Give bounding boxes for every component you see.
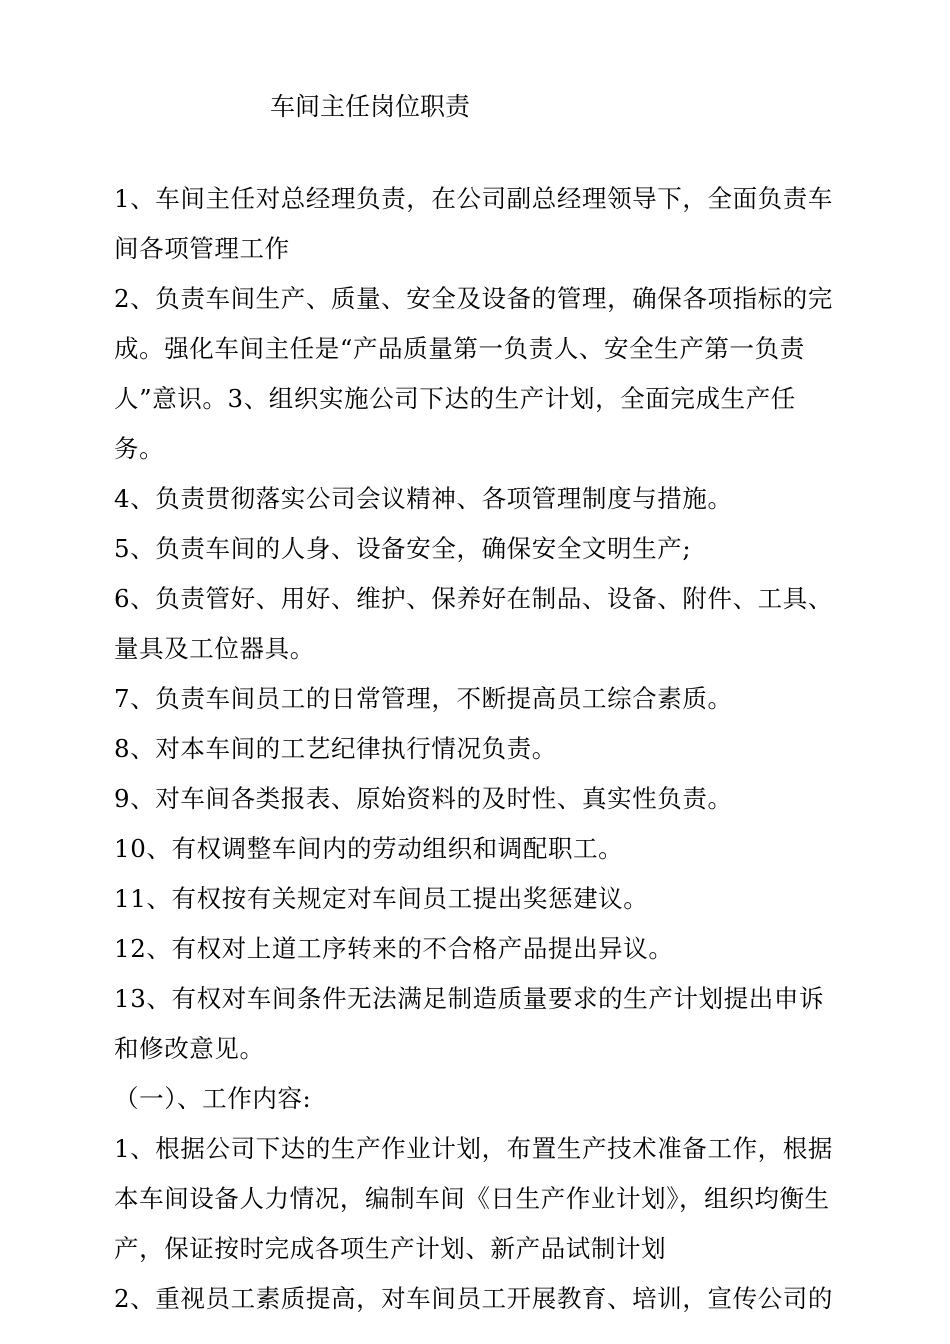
paragraph: 7、负责车间员工的日常管理，不断提高员工综合素质。 <box>114 684 733 713</box>
paragraph: 2、重视员工素质提高，对车间员工开展教育、培训，宣传公司的 <box>114 1284 833 1313</box>
paragraph: 11、有权按有关规定对车间员工提出奖惩建议。 <box>114 884 649 913</box>
paragraph: 12、有权对上道工序转来的不合格产品提出异议。 <box>114 934 674 963</box>
paragraph: 10、有权调整车间内的劳动组织和调配职工。 <box>114 834 624 863</box>
document-body <box>114 174 836 1324</box>
paragraph: 9、对车间各类报表、原始资料的及时性、真实性负责。 <box>114 784 733 813</box>
section-heading: （一）、工作内容: <box>114 1084 312 1113</box>
paragraph: 1、根据公司下达的生产作业计划，布置生产技术准备工作，根据本车间设备人力情况，编制车间《日生产作业计划》，组织均衡生产，保证按时完成各项生产计划、新产品试制计划 <box>114 1134 833 1263</box>
paragraph: 2、负责车间生产、质量、安全及设备的管理，确保各项指标的完成。强化车间主任是“产品质量第一负责人、安全生产第一负责人”意识。3、组织实施公司下达的生产计划，全面完成生产任务。 <box>114 284 833 463</box>
document-title: 车间主任岗位职责 <box>270 92 471 121</box>
paragraph: 4、负责贯彻落实公司会议精神、各项管理制度与措施。 <box>114 484 733 513</box>
paragraph: 1、车间主任对总经理负责，在公司副总经理领导下，全面负责车间各项管理工作 <box>114 184 833 263</box>
paragraph: 8、对本车间的工艺纪律执行情况负责。 <box>114 734 557 763</box>
paragraph: 5、负责车间的人身、设备安全，确保安全文明生产; <box>114 534 692 563</box>
paragraph: 13、有权对车间条件无法满足制造质量要求的生产计划提出申诉和修改意见。 <box>114 984 825 1063</box>
paragraph: 6、负责管好、用好、维护、保养好在制品、设备、附件、工具、量具及工位器具。 <box>114 584 833 663</box>
